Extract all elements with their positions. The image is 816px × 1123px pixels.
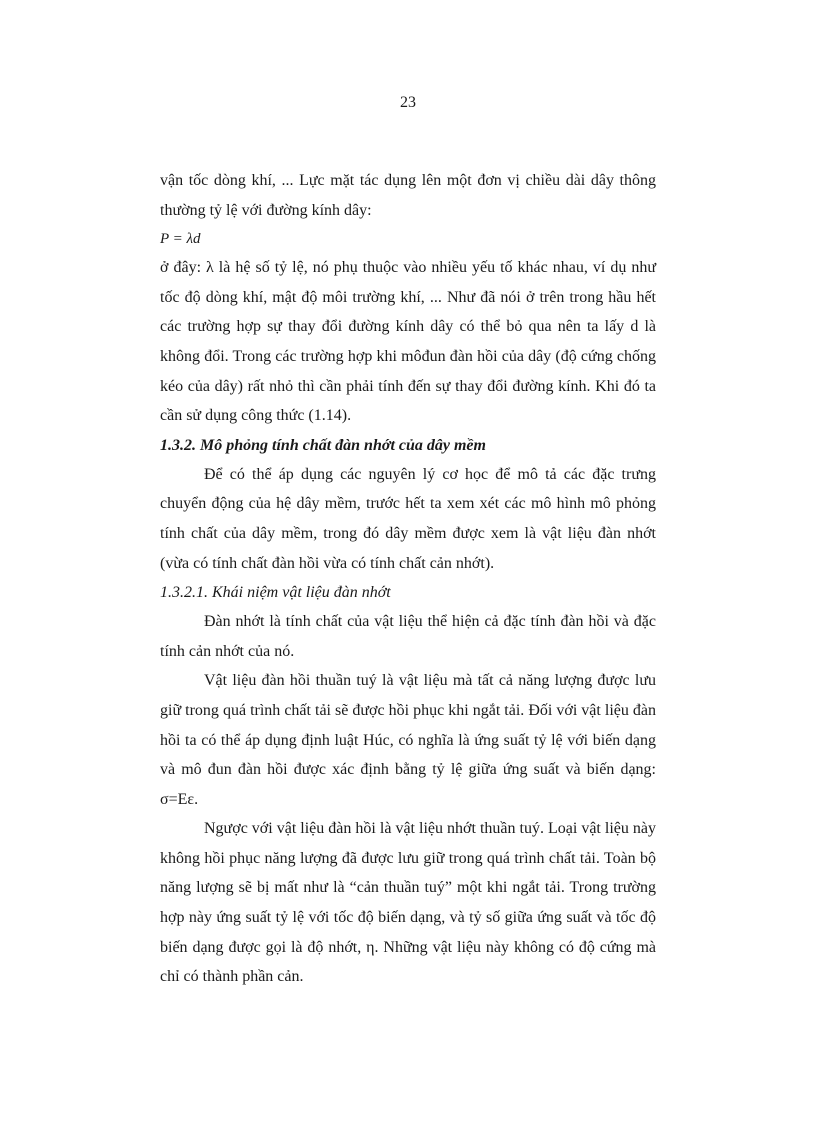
paragraph-pure-viscous: Ngược với vật liệu đàn hồi là vật liệu nhớt thuần tuý. Loại vật liệu này không hồi phục năng lượng đã được lưu giữ trong quá trình chất tải. Toàn bộ năng lượng sẽ bị mất như là “cản thuần tuý” một khi ngắt tải. Trong trường hợp này ứng suất tỷ lệ với tốc độ biến dạng, và tỷ số giữa ứng suất và tốc độ biến dạng được gọi là độ nhớt, η. Những vật liệu này không có độ cứng mà chỉ có thành phần cản. (160, 820, 656, 986)
paragraph-pure-elastic: Vật liệu đàn hồi thuần tuý là vật liệu mà tất cả năng lượng được lưu giữ trong quá trình chất tải sẽ được hồi phục khi ngắt tải. Đối với vật liệu đàn hồi ta có thể áp dụng định luật Húc, có nghĩa là ứng suất tỷ lệ với biến dạng và mô đun đàn hồi được xác định bằng tỷ lệ giữa ứng suất và biến dạng: σ=Eε. (160, 672, 656, 808)
page-content (160, 166, 656, 992)
formula-p-lambda-d: P = λd (160, 231, 201, 248)
paragraph-viscoelastic-definition: Đàn nhớt là tính chất của vật liệu thể hiện cả đặc tính đàn hồi và đặc tính cản nhớt của nó. (160, 613, 656, 660)
page-number: 23 (400, 94, 416, 111)
subsection-heading-1-3-2-1: 1.3.2.1. Khái niệm vật liệu đàn nhớt (160, 584, 391, 602)
paragraph-lambda-explanation: ở đây: λ là hệ số tỷ lệ, nó phụ thuộc vào nhiều yếu tố khác nhau, ví dụ như tốc độ dòng khí, mật độ môi trường khí, ... Như đã nói ở trên trong hầu hết các trường hợp sự thay đổi đường kính dây có thể bỏ qua nên ta lấy d là không đổi. Trong các trường hợp khi môđun đàn hồi của dây (độ cứng chống kéo của dây) rất nhỏ thì cần phải tính đến sự thay đổi đường kính. Khi đó ta cần sử dụng công thức (1.14). (160, 259, 656, 425)
paragraph-section-intro: Để có thể áp dụng các nguyên lý cơ học để mô tả các đặc trưng chuyển động của hệ dây mềm, trước hết ta xem xét các mô hình mô phỏng tính chất của dây mềm, trong đó dây mềm được xem là vật liệu đàn nhớt (vừa có tính chất đàn hồi vừa có tính chất cản nhớt). (160, 465, 656, 572)
section-heading-1-3-2: 1.3.2. Mô phỏng tính chất đàn nhớt của dây mềm (160, 436, 486, 454)
paragraph-intro: vận tốc dòng khí, ... Lực mặt tác dụng lên một đơn vị chiều dài dây thông thường tỷ lệ với đường kính dây: (160, 172, 656, 219)
